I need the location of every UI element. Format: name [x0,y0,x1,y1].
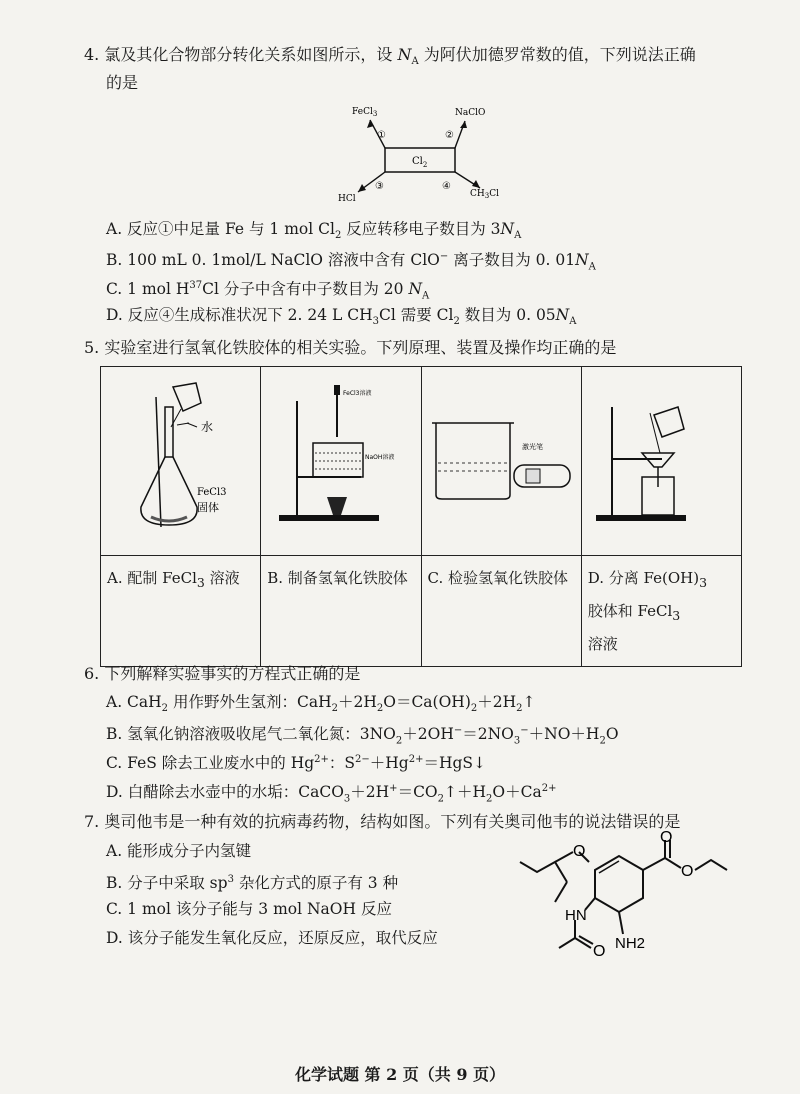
heating-beaker-figure [261,367,421,551]
cl2-label: $Cl_2$ [412,156,428,169]
caption-a: A. 配制 FeCl$_3$ 溶液 [101,556,261,667]
q6-option-c: C. FeS 除去工业废水中的 $Hg^{2+}$：$S^{2-}+Hg^{2+}=HgS↓$ [106,754,487,773]
nh2-label: NH2 [615,935,646,952]
q5-experiment-table [100,366,742,667]
q7-option-b: B. 分子中采取 $sp^3$ 杂化方式的原子有 3 种 [106,874,399,893]
fecl3-solution-label: FeCl3溶液 [343,390,372,397]
laser-test-figure [422,367,582,551]
q4-conversion-diagram [330,100,530,210]
q4-option-a: A. 反应①中足量 Fe 与 1 mol $Cl_2$ 反应转移电子数目为 $3N_A$ [106,220,522,242]
amide-oxygen-label: O [593,943,606,960]
circle-1-label: ① [377,130,386,141]
q5-stem: 5. 实验室进行氢氧化铁胶体的相关实验。下列原理、装置及操作均正确的是 [84,338,617,357]
q7-option-a: A. 能形成分子内氢键 [106,842,252,860]
circle-2-label: ② [445,130,454,141]
q4-stem-line1: 4. 氯及其化合物部分转化关系如图所示，设 $N_A$ 为阿伏加德罗常数的值，下列说法正确 [84,45,696,68]
apparatus-c [421,367,581,556]
fecl3-solid-label: FeCl3 [197,487,227,498]
naclo-label: NaClO [455,108,486,118]
ether-oxygen-label: O [573,843,586,860]
oseltamivir-structure [515,829,755,970]
q6-option-d: D. 白醋除去水壶中的水垢：$CaCO_3+2H^+=CO_2↑+H_2O+Ca^{2+}$ [106,783,557,805]
circle-4-label: ④ [442,181,451,192]
circle-3-label: ③ [375,181,384,192]
ester-oxygen-label: O [681,863,694,880]
caption-c: C. 检验氢氧化铁胶体 [421,556,581,667]
q4-option-c: C. 1 mol $H^{37}Cl$ 分子中含有中子数目为 20 $N_A$ [106,280,430,302]
q7-option-d: D. 该分子能发生氧化反应，还原反应，取代反应 [106,929,438,947]
q4-stem-line2: 的是 [106,73,139,92]
apparatus-a [101,367,261,556]
apparatus-d [581,367,741,556]
water-label: 水 [201,420,214,434]
carbonyl-oxygen-label: O [660,829,673,846]
filtration-figure [582,367,722,551]
q4-option-d: D. 反应④生成标准状况下 2. 24 L $CH_3Cl$ 需要 $Cl_2$ 数目为 0. $05N_A$ [106,306,577,328]
solid-label: 固体 [197,501,219,514]
ch3cl-label: $CH_3Cl$ [470,189,499,200]
caption-b: B. 制备氢氧化铁胶体 [261,556,421,667]
fecl3-label: FeCl$_3$ [352,107,378,118]
hn-label: HN [565,907,587,924]
q7-stem: 7. 奥司他韦是一种有效的抗病毒药物，结构如图。下列有关奥司他韦的说法错误的是 [84,812,681,831]
q4-option-b: B. 100 mL 0. 1mol/L NaClO 溶液中含有 ClO− 离子数目为 0. $01N_A$ [106,251,596,273]
apparatus-b [261,367,421,556]
q6-option-a: A. CaH$_2$ 用作野外生氢剂：$CaH_2+2H_2O=Ca(OH)_2+2H_2↑$ [106,693,536,715]
q7-option-c: C. 1 mol 该分子能与 3 mol NaOH 反应 [106,900,392,918]
q6-stem: 6. 下列解释实验事实的方程式正确的是 [84,664,361,683]
volumetric-flask-figure [101,367,261,551]
caption-d: D. 分离 $Fe(OH)_3$ 胶体和 FeCl$_3$ 溶液 [581,556,741,667]
page-footer: 化学试题 第 2 页（共 9 页） [294,1065,506,1084]
naoh-solution-label: NaOH溶液 [365,454,395,461]
laser-pen-label: 激光笔 [521,443,543,451]
hcl-label: HCl [338,194,356,204]
q6-option-b: B. 氢氧化钠溶液吸收尾气二氧化氮：$3NO_2+2OH^-=2NO_3^-+NO+H_2O$ [106,725,619,747]
